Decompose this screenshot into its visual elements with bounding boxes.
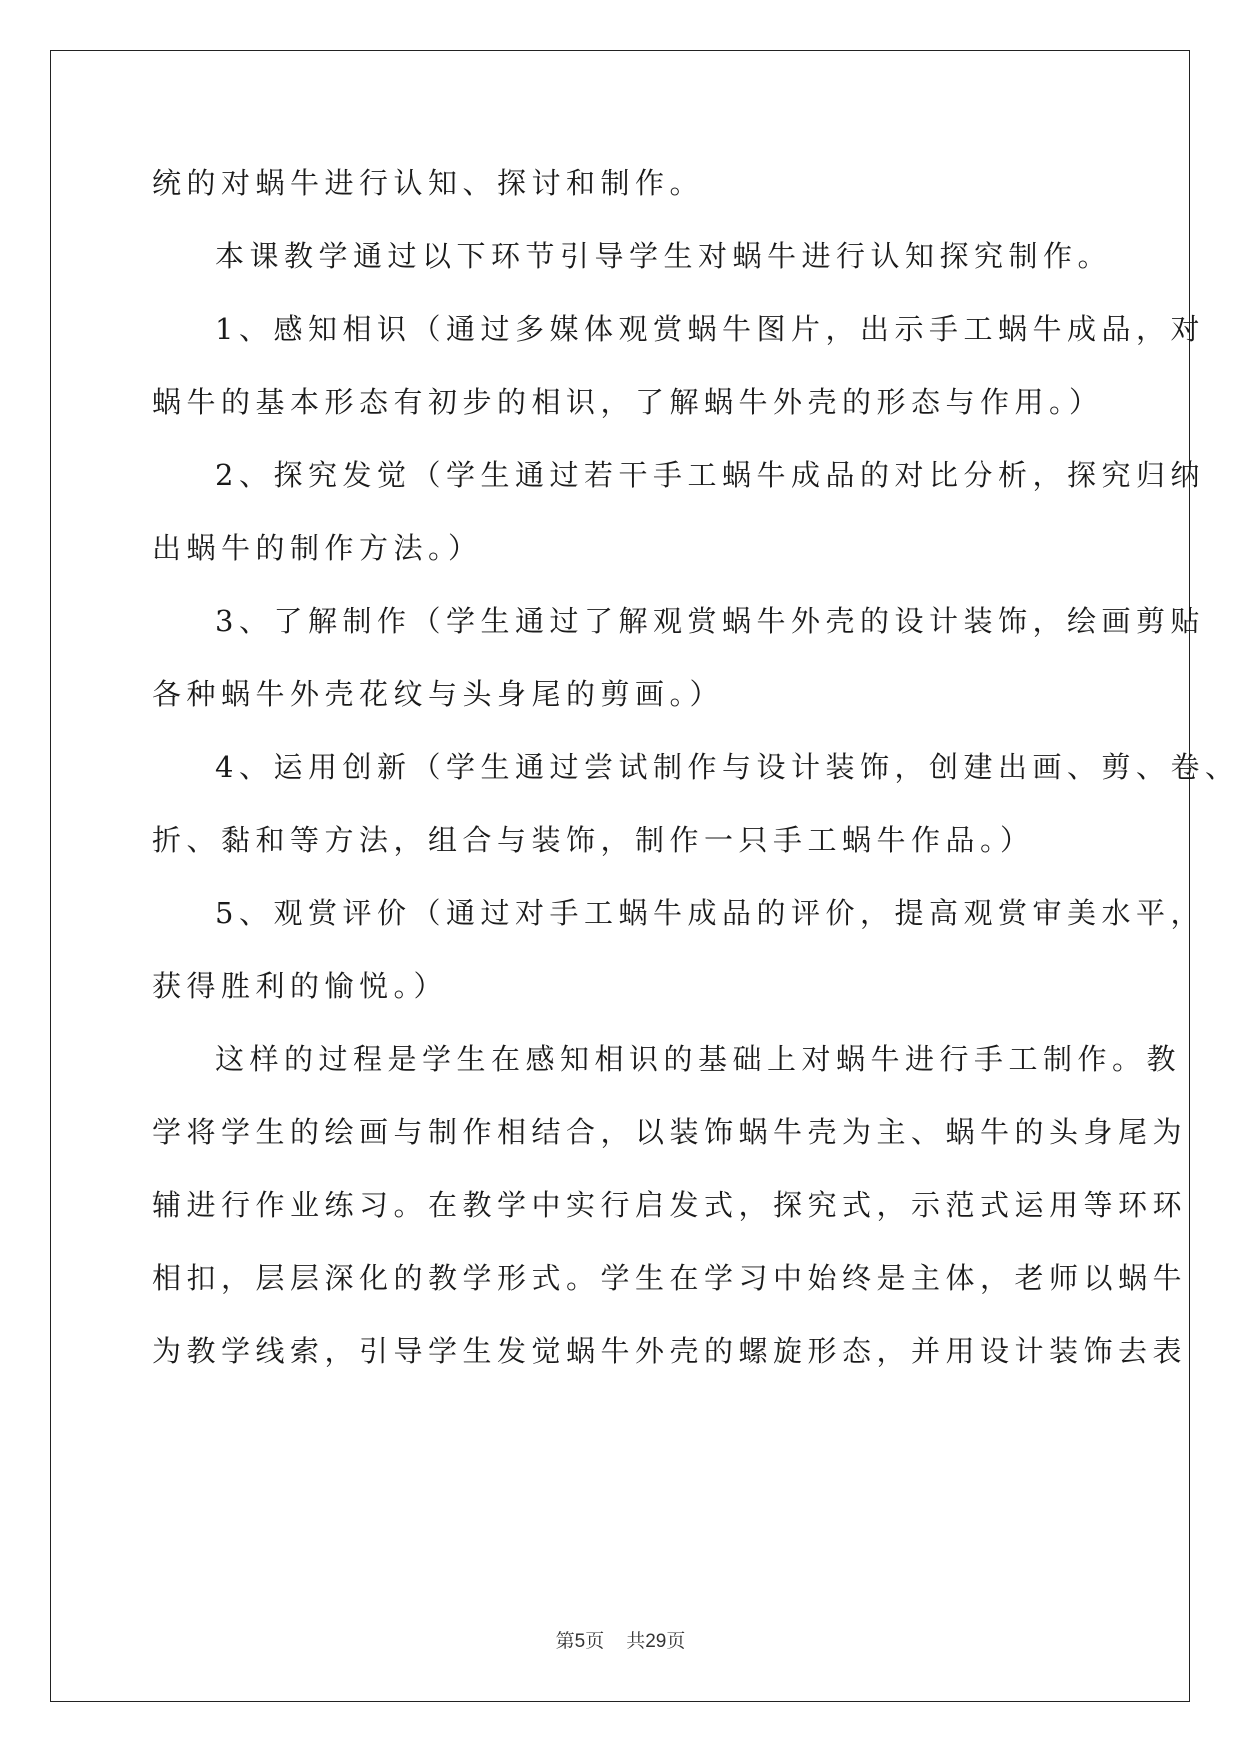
page-prefix: 第 [555, 1630, 575, 1652]
text-line: 相扣，层层深化的教学形式。学生在学习中始终是主体，老师以蜗牛 [152, 1261, 1188, 1295]
page-border [50, 50, 1190, 1702]
text-line: 蜗牛的基本形态有初步的相识，了解蜗牛外壳的形态与作用。） [152, 385, 1104, 419]
paragraph-line: 本课教学通过以下环节引导学生对蜗牛进行认知探究制作。 [215, 239, 1113, 273]
page-number: 5 [574, 1631, 586, 1652]
text-line: 为教学线索，引导学生发觉蜗牛外壳的螺旋形态，并用设计装饰去表 [152, 1334, 1188, 1368]
text-line: 折、黏和等方法，组合与装饰，制作一只手工蜗牛作品。） [152, 823, 1035, 857]
text-line: 各种蜗牛外壳花纹与头身尾的剪画。） [152, 677, 725, 711]
list-item-line: 4、运用创新（学生通过尝试制作与设计装饰，创建出画、剪、卷、 [215, 750, 1240, 784]
list-item-line: 1、感知相识（通过多媒体观赏蜗牛图片，出示手工蜗牛成品，对 [215, 312, 1205, 346]
total-prefix: 共 [626, 1630, 646, 1652]
list-item-line: 3、了解制作（学生通过了解观赏蜗牛外壳的设计装饰，绘画剪贴 [215, 604, 1205, 638]
text-line: 学将学生的绘画与制作相结合，以装饰蜗牛壳为主、蜗牛的头身尾为 [152, 1115, 1188, 1149]
text-line: 辅进行作业练习。在教学中实行启发式，探究式，示范式运用等环环 [152, 1188, 1188, 1222]
text-line: 出蜗牛的制作方法。） [152, 531, 483, 565]
total-pages: 29 [645, 1631, 667, 1652]
page-suffix: 页 [585, 1630, 605, 1652]
paragraph-line: 这样的过程是学生在感知相识的基础上对蜗牛进行手工制作。教 [215, 1042, 1182, 1076]
text-line: 获得胜利的愉悦。） [152, 969, 449, 1003]
page-footer [0, 1626, 1241, 1653]
total-suffix: 页 [666, 1630, 686, 1652]
list-item-line: 5、观赏评价（通过对手工蜗牛成品的评价，提高观赏审美水平， [215, 896, 1205, 930]
text-line: 统的对蜗牛进行认知、探讨和制作。 [152, 166, 705, 200]
list-item-line: 2、探究发觉（学生通过若干手工蜗牛成品的对比分析，探究归纳 [215, 458, 1205, 492]
